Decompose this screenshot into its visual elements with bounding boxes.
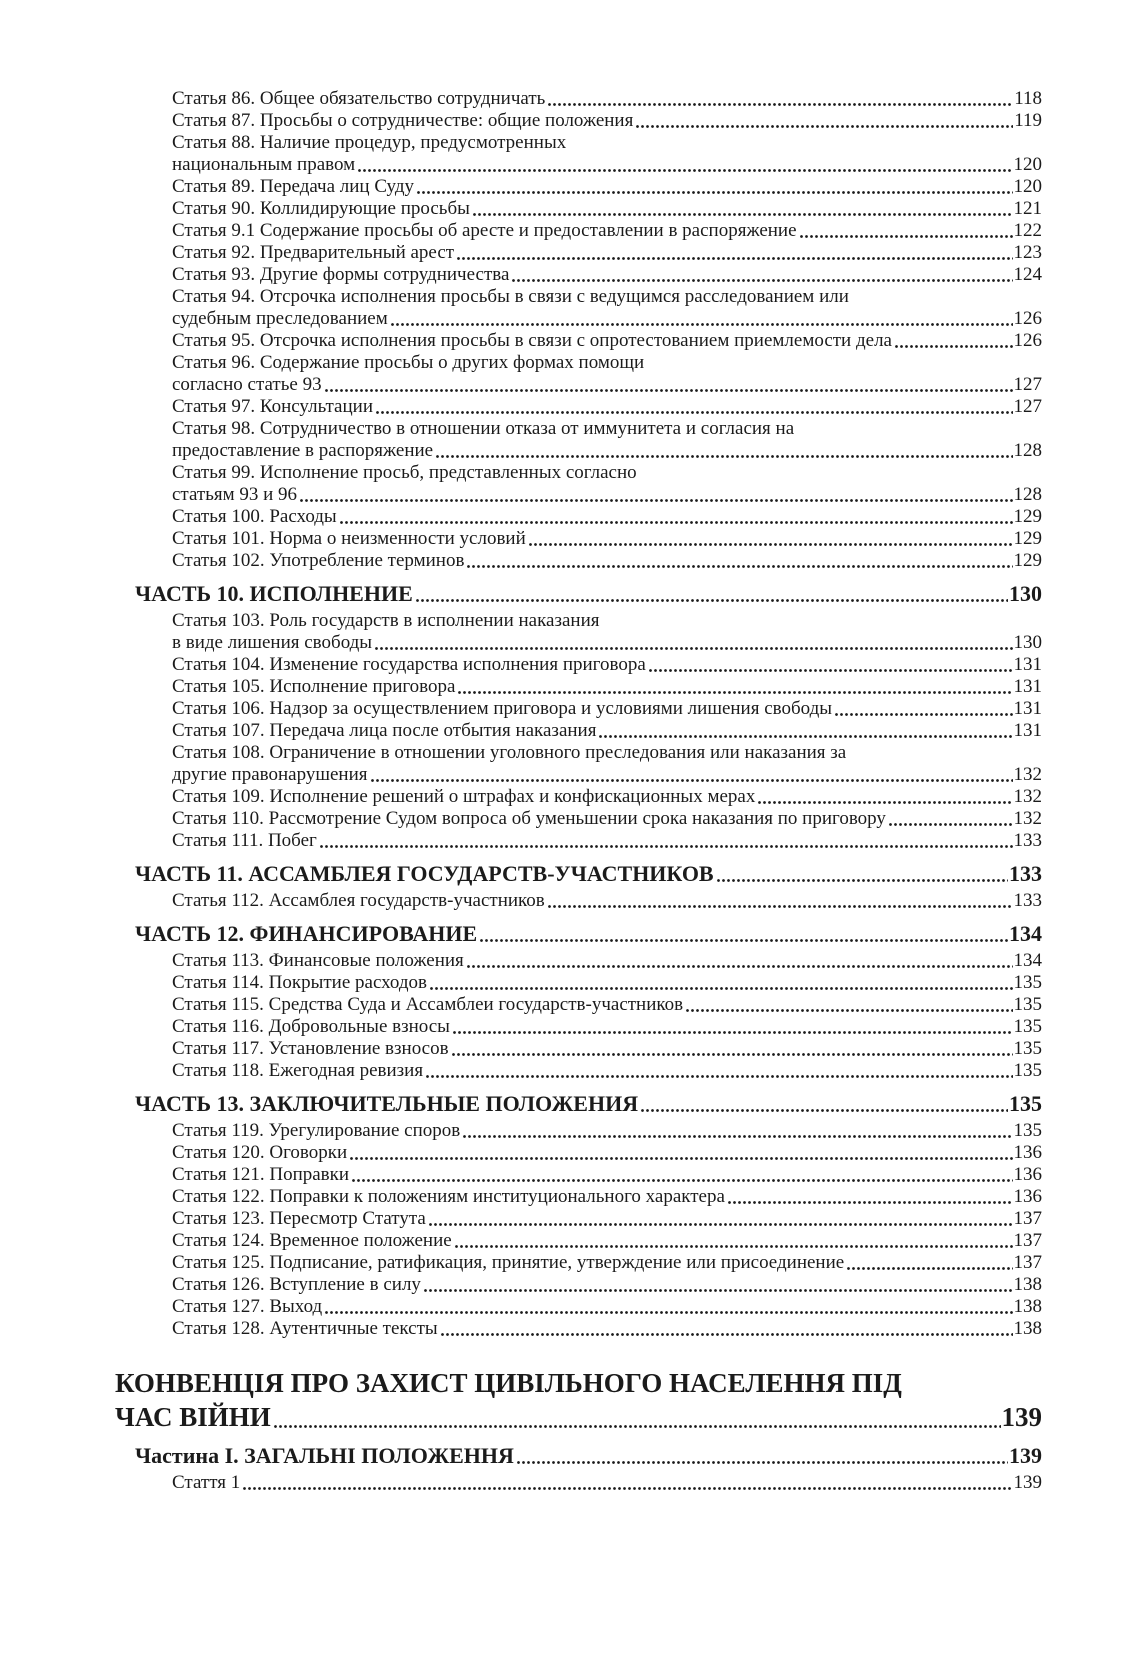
toc-entry-line [172, 994, 1042, 1016]
toc-entry-text: ЧАСТЬ 13. ЗАКЛЮЧИТЕЛЬНЫЕ ПОЛОЖЕНИЯ [135, 1091, 639, 1116]
dot-leader [473, 212, 1013, 217]
dot-leader [717, 878, 1008, 883]
toc-entry-text: Статья 115. Средства Суда и Ассамблеи государств-участников [172, 994, 684, 1015]
dot-leader [441, 1332, 1013, 1337]
page-number: 138 [1013, 1318, 1042, 1339]
toc-entry [115, 1142, 1042, 1164]
page-number: 127 [1013, 374, 1042, 395]
toc-entry-line [172, 220, 1042, 242]
dot-leader [467, 964, 1013, 969]
toc-entry-text: Статья 108. Ограничение в отношении уголовного преследования или наказания за [172, 742, 847, 763]
page-number: 123 [1013, 242, 1042, 263]
toc-entry [115, 220, 1042, 242]
toc-entry-line [115, 1366, 1042, 1400]
toc-entry-text: Статья 103. Роль государств в исполнении наказания [172, 610, 600, 631]
toc-entry-line [172, 242, 1042, 264]
toc-entry-text: Статья 106. Надзор за осуществлением приговора и условиями лишения свободы [172, 698, 833, 719]
toc-entry [115, 132, 1042, 176]
toc-entry-line [172, 1060, 1042, 1082]
toc-entry [115, 742, 1042, 786]
toc-entry-line [172, 374, 1042, 396]
toc-entry-text: Статья 122. Поправки к положениям институционального характера [172, 1186, 725, 1207]
page-number: 130 [1009, 581, 1042, 606]
toc-entry-text: Статья 96. Содержание просьбы о других формах помощи [172, 352, 645, 373]
page-number: 121 [1013, 198, 1042, 219]
page-number: 133 [1013, 830, 1042, 851]
dot-leader [325, 388, 1013, 393]
page-number: 135 [1009, 1091, 1042, 1116]
toc-entry-line [172, 440, 1042, 462]
dot-leader [424, 1288, 1013, 1293]
toc-entry-line [172, 1016, 1042, 1038]
toc-entry [115, 1016, 1042, 1038]
page-number: 132 [1013, 764, 1042, 785]
toc-entry-text: Статья 89. Передача лиц Суду [172, 176, 415, 197]
toc-entry-line [172, 396, 1042, 418]
toc-entry-text: ЧАС ВІЙНИ [115, 1402, 271, 1432]
dot-leader [599, 734, 1012, 739]
toc-entry [115, 1164, 1042, 1186]
dot-leader [847, 1266, 1012, 1271]
toc-entry-line [172, 1120, 1042, 1142]
toc-entry-text: Статья 127. Выход [172, 1296, 323, 1317]
dot-leader [274, 1424, 1001, 1429]
toc-entry-text: Статья 109. Исполнение решений о штрафах и конфискационных мерах [172, 786, 756, 807]
dot-leader [358, 168, 1012, 173]
toc-entry [115, 1443, 1042, 1469]
toc-entry-line [172, 132, 1042, 154]
toc-entry [115, 1366, 1042, 1434]
page-number: 139 [1013, 1472, 1042, 1493]
toc-entry [115, 1120, 1042, 1142]
page-number: 131 [1013, 676, 1042, 697]
toc-entry-text: ЧАСТЬ 12. ФИНАНСИРОВАНИЕ [135, 921, 478, 946]
dot-leader [758, 800, 1012, 805]
toc-entry [115, 786, 1042, 808]
page-number: 139 [1009, 1443, 1042, 1468]
dot-leader [548, 102, 1013, 107]
toc-entry [115, 1274, 1042, 1296]
page-number: 126 [1013, 308, 1042, 329]
toc-entry-line [172, 1142, 1042, 1164]
page-number: 137 [1013, 1230, 1042, 1251]
page-number: 119 [1014, 110, 1042, 131]
page-number: 131 [1013, 698, 1042, 719]
page-number: 135 [1013, 972, 1042, 993]
toc-entry [115, 110, 1042, 132]
dot-leader [430, 986, 1012, 991]
page-number: 136 [1013, 1142, 1042, 1163]
dot-leader [453, 1030, 1013, 1035]
dot-leader [636, 124, 1013, 129]
toc-entry [115, 1230, 1042, 1252]
toc-entry-line [172, 88, 1042, 110]
toc-entry-text: Статья 126. Вступление в силу [172, 1274, 421, 1295]
dot-leader [429, 1222, 1013, 1227]
toc-entry-line [172, 786, 1042, 808]
toc-entry-line [172, 1038, 1042, 1060]
toc-entry-text: Статья 104. Изменение государства исполнения приговора [172, 654, 646, 675]
toc-entry-text: Статья 105. Исполнение приговора [172, 676, 456, 697]
dot-leader [243, 1486, 1012, 1491]
toc-entry-line [115, 1400, 1042, 1434]
toc-entry-line [172, 972, 1042, 994]
dot-leader [426, 1074, 1012, 1079]
toc-entry-line [172, 1274, 1042, 1296]
toc-entry-line [172, 632, 1042, 654]
toc-entry-line [172, 198, 1042, 220]
dot-leader [436, 454, 1012, 459]
dot-leader [352, 1178, 1012, 1183]
toc-entry [115, 950, 1042, 972]
toc-entry [115, 921, 1042, 947]
dot-leader [517, 1460, 1008, 1465]
page-number: 136 [1013, 1164, 1042, 1185]
toc-entry-text: Статья 116. Добровольные взносы [172, 1016, 450, 1037]
page-number: 131 [1013, 720, 1042, 741]
toc-entry-line [172, 110, 1042, 132]
toc-entry-text: Статья 98. Сотрудничество в отношении отказа от иммунитета и согласия на [172, 418, 795, 439]
page-number: 134 [1013, 950, 1042, 971]
toc-entry-text: Статья 94. Отсрочка исполнения просьбы в связи с ведущимся расследованием или [172, 286, 849, 307]
toc-entry-line [172, 176, 1042, 198]
toc-entry-line [172, 698, 1042, 720]
toc-entry-line [135, 1091, 1042, 1117]
dot-leader [457, 256, 1012, 261]
toc-entry [115, 1186, 1042, 1208]
dot-leader [512, 278, 1012, 283]
toc-entry [115, 550, 1042, 572]
page-number: 129 [1013, 506, 1042, 527]
dot-leader [463, 1134, 1012, 1139]
dot-leader [371, 778, 1013, 783]
toc-entry [115, 1252, 1042, 1274]
toc-entry [115, 286, 1042, 330]
toc-entry-text: ЧАСТЬ 11. АССАМБЛЕЯ ГОСУДАРСТВ-УЧАСТНИКОВ [135, 861, 714, 886]
page-number: 135 [1013, 994, 1042, 1015]
page-number: 138 [1013, 1296, 1042, 1317]
toc-entry-line [172, 308, 1042, 330]
page-number: 120 [1013, 176, 1042, 197]
toc-entry-text: Статья 113. Финансовые положения [172, 950, 464, 971]
page-number: 128 [1013, 484, 1042, 505]
toc-entry-line [172, 1318, 1042, 1340]
toc-entry [115, 330, 1042, 352]
toc-entry-text: ЧАСТЬ 10. ИСПОЛНЕНИЕ [135, 581, 413, 606]
toc-entry-line [172, 462, 1042, 484]
page-number: 133 [1009, 861, 1042, 886]
toc-entry [115, 198, 1042, 220]
page-number: 120 [1013, 154, 1042, 175]
toc-entry-text: Статья 123. Пересмотр Статута [172, 1208, 426, 1229]
page-number: 118 [1014, 88, 1042, 109]
table-of-contents [115, 88, 1042, 1494]
page-number: 136 [1013, 1186, 1042, 1207]
toc-entry-line [172, 418, 1042, 440]
dot-leader [375, 646, 1012, 651]
toc-entry-text: в виде лишения свободы [172, 632, 373, 653]
toc-entry-text: Статья 114. Покрытие расходов [172, 972, 428, 993]
toc-entry-text: Статья 102. Употребление терминов [172, 550, 465, 571]
toc-entry-text: Статья 124. Временное положение [172, 1230, 452, 1251]
toc-entry-line [172, 720, 1042, 742]
dot-leader [325, 1310, 1012, 1315]
toc-entry [115, 352, 1042, 396]
toc-entry-text: другие правонарушения [172, 764, 368, 785]
toc-entry-line [135, 861, 1042, 887]
toc-entry-line [172, 654, 1042, 676]
toc-entry [115, 88, 1042, 110]
toc-entry-text: Стаття 1 [172, 1472, 241, 1493]
toc-entry-text: Статья 117. Установление взносов [172, 1038, 449, 1059]
toc-entry-text: Частина I. ЗАГАЛЬНІ ПОЛОЖЕННЯ [135, 1443, 514, 1468]
dot-leader [529, 542, 1013, 547]
toc-entry-line [172, 1164, 1042, 1186]
toc-entry-line [172, 1208, 1042, 1230]
toc-entry-text: Статья 125. Подписание, ратификация, принятие, утверждение или присоединение [172, 1252, 845, 1273]
toc-entry [115, 506, 1042, 528]
toc-entry-line [172, 610, 1042, 632]
dot-leader [686, 1008, 1012, 1013]
dot-leader [467, 564, 1012, 569]
dot-leader [391, 322, 1013, 327]
dot-leader [452, 1052, 1013, 1057]
toc-entry-text: Статья 107. Передача лица после отбытия наказания [172, 720, 597, 741]
toc-entry-line [172, 890, 1042, 912]
toc-entry-line [172, 528, 1042, 550]
toc-entry-line [172, 154, 1042, 176]
toc-entry [115, 861, 1042, 887]
toc-entry-line [135, 1443, 1042, 1469]
toc-entry-line [172, 764, 1042, 786]
toc-entry-text: Статья 121. Поправки [172, 1164, 350, 1185]
toc-entry-line [172, 830, 1042, 852]
toc-entry-text: предоставление в распоряжение [172, 440, 434, 461]
page-number: 126 [1013, 330, 1042, 351]
dot-leader [340, 520, 1013, 525]
toc-entry-text: Статья 101. Норма о неизменности условий [172, 528, 526, 549]
toc-entry [115, 676, 1042, 698]
page-number: 129 [1013, 528, 1042, 549]
page-number: 127 [1013, 396, 1042, 417]
page-number: 135 [1013, 1016, 1042, 1037]
toc-entry-text: Статья 93. Другие формы сотрудничества [172, 264, 510, 285]
page-number: 135 [1013, 1060, 1042, 1081]
toc-entry-line [172, 484, 1042, 506]
dot-leader [649, 668, 1013, 673]
toc-entry [115, 720, 1042, 742]
page-number: 133 [1013, 890, 1042, 911]
toc-entry-text: Статья 119. Урегулирование споров [172, 1120, 461, 1141]
page-number: 128 [1013, 440, 1042, 461]
page-number: 129 [1013, 550, 1042, 571]
toc-entry-line [135, 921, 1042, 947]
toc-entry-line [172, 1186, 1042, 1208]
toc-entry-text: Статья 88. Наличие процедур, предусмотренных [172, 132, 567, 153]
toc-entry [115, 1091, 1042, 1117]
page-number: 124 [1013, 264, 1042, 285]
toc-entry-text: Статья 99. Исполнение просьб, представленных согласно [172, 462, 637, 483]
page-number: 137 [1013, 1252, 1042, 1273]
toc-entry [115, 654, 1042, 676]
page-number: 122 [1013, 220, 1042, 241]
dot-leader [417, 190, 1012, 195]
page-number: 132 [1013, 808, 1042, 829]
toc-entry-line [172, 1230, 1042, 1252]
toc-entry [115, 528, 1042, 550]
toc-entry-text: судебным преследованием [172, 308, 388, 329]
toc-entry-text: Статья 100. Расходы [172, 506, 337, 527]
page-number: 137 [1013, 1208, 1042, 1229]
page-number: 135 [1013, 1038, 1042, 1059]
toc-entry [115, 994, 1042, 1016]
toc-entry-line [135, 581, 1042, 607]
toc-entry [115, 1038, 1042, 1060]
dot-leader [376, 410, 1013, 415]
toc-entry-line [172, 1472, 1042, 1494]
toc-entry-text: Статья 110. Рассмотрение Судом вопроса об уменьшении срока наказания по приговору [172, 808, 886, 829]
toc-entry-line [172, 330, 1042, 352]
dot-leader [728, 1200, 1013, 1205]
toc-entry-text: Статья 87. Просьбы о сотрудничестве: общие положения [172, 110, 634, 131]
toc-entry-text: Статья 120. Оговорки [172, 1142, 348, 1163]
toc-entry [115, 1318, 1042, 1340]
toc-entry [115, 581, 1042, 607]
toc-entry-line [172, 808, 1042, 830]
toc-entry-text: Статья 95. Отсрочка исполнения просьбы в связи с опротестованием приемлемости дела [172, 330, 892, 351]
toc-entry-line [172, 264, 1042, 286]
toc-entry [115, 176, 1042, 198]
dot-leader [455, 1244, 1013, 1249]
toc-entry-text: Статья 97. Консультации [172, 396, 373, 417]
toc-entry [115, 1472, 1042, 1494]
dot-leader [480, 938, 1008, 943]
page-number: 138 [1013, 1274, 1042, 1295]
page-number: 132 [1013, 786, 1042, 807]
dot-leader [300, 498, 1012, 503]
toc-entry-line [172, 1252, 1042, 1274]
toc-entry-line [172, 742, 1042, 764]
toc-entry [115, 1208, 1042, 1230]
toc-entry-text: Статья 128. Аутентичные тексты [172, 1318, 438, 1339]
toc-entry-text: национальным правом [172, 154, 356, 175]
toc-entry-line [172, 550, 1042, 572]
dot-leader [320, 844, 1013, 849]
toc-entry [115, 1060, 1042, 1082]
toc-entry [115, 972, 1042, 994]
toc-entry-line [172, 676, 1042, 698]
toc-entry [115, 418, 1042, 462]
page-number: 131 [1013, 654, 1042, 675]
toc-entry-text: Статья 90. Коллидирующие просьбы [172, 198, 470, 219]
toc-entry [115, 830, 1042, 852]
dot-leader [350, 1156, 1012, 1161]
toc-entry-line [172, 1296, 1042, 1318]
toc-entry [115, 698, 1042, 720]
toc-entry-text: Статья 86. Общее обязательство сотрудничать [172, 88, 546, 109]
toc-entry [115, 890, 1042, 912]
toc-entry [115, 242, 1042, 264]
toc-entry-text: Статья 9.1 Содержание просьбы об аресте и предоставлении в распоряжение [172, 220, 797, 241]
page-number: 134 [1009, 921, 1042, 946]
toc-entry-text: согласно статье 93 [172, 374, 322, 395]
toc-entry-text: Статья 118. Ежегодная ревизия [172, 1060, 424, 1081]
toc-entry [115, 264, 1042, 286]
toc-entry [115, 462, 1042, 506]
toc-entry-line [172, 352, 1042, 374]
toc-entry-line [172, 286, 1042, 308]
dot-leader [895, 344, 1013, 349]
dot-leader [641, 1108, 1008, 1113]
toc-entry [115, 610, 1042, 654]
toc-entry-text: КОНВЕНЦІЯ ПРО ЗАХИСТ ЦИВІЛЬНОГО НАСЕЛЕННЯ ПІД [115, 1368, 902, 1398]
page-number: 130 [1013, 632, 1042, 653]
dot-leader [800, 234, 1013, 239]
page-number: 139 [1001, 1402, 1042, 1432]
toc-entry [115, 808, 1042, 830]
toc-entry-text: Статья 112. Ассамблея государств-участников [172, 890, 545, 911]
toc-entry-line [172, 950, 1042, 972]
toc-entry [115, 1296, 1042, 1318]
toc-entry-text: Статья 92. Предварительный арест [172, 242, 455, 263]
dot-leader [416, 598, 1008, 603]
dot-leader [889, 822, 1013, 827]
toc-entry [115, 396, 1042, 418]
dot-leader [458, 690, 1012, 695]
toc-entry-text: статьям 93 и 96 [172, 484, 298, 505]
toc-entry-line [172, 506, 1042, 528]
toc-entry-text: Статья 111. Побег [172, 830, 317, 851]
dot-leader [548, 904, 1013, 909]
page-number: 135 [1013, 1120, 1042, 1141]
dot-leader [835, 712, 1012, 717]
